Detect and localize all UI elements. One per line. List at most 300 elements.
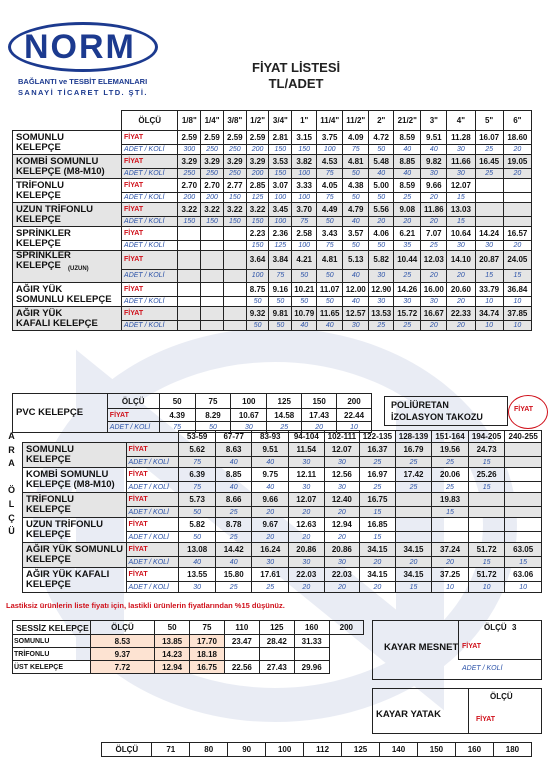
qty-cell: 20 [421, 217, 447, 227]
qty-cell: 20 [289, 582, 325, 593]
product-name-line1: KOMBİ SOMUNLU [16, 155, 99, 167]
sessiz-size: 75 [190, 621, 225, 635]
product-name-line1: UZUN TRİFONLU [26, 519, 104, 530]
product-name [23, 468, 127, 493]
price-cell: 9.81 [269, 307, 292, 321]
product-name [23, 493, 127, 518]
page-subtitle: TL/ADET [268, 76, 324, 91]
qty-cell: 40 [394, 145, 421, 155]
price-cell: 3.43 [317, 227, 343, 241]
price-cell: 16.57 [503, 227, 531, 241]
price-cell: 2.70 [178, 179, 201, 193]
pvc-name: PVC KELEPÇE [13, 394, 108, 433]
sessiz-price: 22.56 [224, 661, 259, 674]
size-header: 1/8" [178, 111, 201, 131]
kayar-mesnet-price-label: FİYAT [462, 643, 482, 650]
price-cell: 20.87 [475, 251, 503, 270]
price-cell: 5.00 [369, 179, 394, 193]
price-cell: 3.82 [292, 155, 317, 169]
price-cell: 37.85 [503, 307, 531, 321]
price-cell: 3.33 [292, 179, 317, 193]
product-name-line1: SPRİNKLER [16, 250, 71, 261]
qty-label: ADET / KOLİ [126, 507, 179, 518]
qty-cell: 200 [246, 169, 269, 179]
qty-cell: 125 [246, 193, 269, 203]
price-cell: 2.77 [223, 179, 246, 193]
price-cell: 34.15 [360, 543, 396, 557]
qty-cell [178, 321, 201, 331]
olcu-header: ÖLÇÜ [102, 743, 152, 757]
product-name-line2: KELEPÇE (M8-M10) [16, 165, 105, 177]
price-cell: 5.62 [179, 443, 216, 457]
qty-cell [223, 241, 246, 251]
product-name-line1: KOMBİ SOMUNLU [26, 469, 109, 480]
product-name-line1: SOMUNLU [16, 131, 65, 143]
product-name-line1: SOMUNLU [26, 444, 75, 455]
qty-cell [475, 217, 503, 227]
qty-cell: 150 [223, 217, 246, 227]
qty-cell: 75 [317, 169, 343, 179]
price-cell [223, 251, 246, 270]
qty-label: ADET / KOLİ [122, 217, 178, 227]
product-name [13, 155, 122, 179]
qty-cell: 150 [292, 145, 317, 155]
range-header: 122-135 [360, 431, 396, 443]
qty-cell: 150 [223, 193, 246, 203]
price-cell [475, 179, 503, 193]
price-cell: 5.13 [343, 251, 369, 270]
sessiz-price: 31.33 [294, 635, 329, 648]
qty-cell: 250 [223, 145, 246, 155]
qty-cell: 200 [246, 145, 269, 155]
price-cell: 9.08 [394, 203, 421, 217]
range-header: 128-139 [395, 431, 432, 443]
qty-cell: 25 [369, 321, 394, 331]
qty-cell: 25 [395, 482, 432, 493]
qty-cell [468, 507, 505, 518]
qty-cell: 150 [246, 217, 269, 227]
price-cell: 4.49 [317, 203, 343, 217]
size-header: 3" [421, 111, 447, 131]
price-cell: 14.26 [394, 283, 421, 297]
qty-cell: 50 [369, 145, 394, 155]
sessiz-price: 23.47 [224, 635, 259, 648]
kayar-mesnet-olcu-val: 3 [512, 623, 517, 632]
size-header: 1" [292, 111, 317, 131]
range-header: 102-111 [324, 431, 360, 443]
price-label: FİYAT [122, 283, 178, 297]
price-cell: 14.42 [215, 543, 252, 557]
price-cell: 12.94 [324, 518, 360, 532]
qty-cell: 50 [369, 241, 394, 251]
company-logo [8, 22, 168, 108]
price-cell: 9.16 [269, 283, 292, 297]
price-cell: 24.05 [503, 251, 531, 270]
qty-cell: 20 [360, 582, 396, 593]
bottom-size-row [12, 742, 532, 757]
product-name-line2: KELEPÇE [26, 554, 71, 565]
size-header: 1/4" [201, 111, 224, 131]
price-cell: 24.73 [468, 443, 505, 457]
sessiz-price: 7.72 [90, 661, 154, 674]
qty-cell: 20 [432, 557, 469, 568]
qty-cell [503, 217, 531, 227]
product-name [23, 543, 127, 568]
qty-cell [505, 457, 542, 468]
price-cell: 4.38 [343, 179, 369, 193]
qty-label: ADET / KOLİ [122, 269, 178, 282]
price-cell: 4.81 [317, 251, 343, 270]
sessiz-price: 17.70 [190, 635, 225, 648]
bottom-size: 160 [455, 743, 493, 757]
price-cell: 3.07 [269, 179, 292, 193]
sessiz-price [224, 648, 259, 661]
price-cell: 9.51 [421, 131, 447, 145]
qty-cell: 150 [246, 241, 269, 251]
product-name-line2: KELEPÇE [26, 529, 71, 540]
product-name-line2: KELEPÇE [16, 237, 61, 249]
price-cell: 37.25 [432, 568, 469, 582]
price-cell [395, 493, 432, 507]
range-header: 94-104 [289, 431, 325, 443]
price-cell [395, 518, 432, 532]
price-cell: 16.37 [360, 443, 396, 457]
qty-cell [395, 532, 432, 543]
price-cell: 16.79 [395, 443, 432, 457]
sessiz-price: 16.75 [190, 661, 225, 674]
sessiz-price: 13.85 [155, 635, 190, 648]
sessiz-size: 200 [329, 621, 363, 635]
price-cell: 12.40 [324, 493, 360, 507]
price-cell [201, 251, 224, 270]
price-cell: 12.56 [324, 468, 360, 482]
price-cell: 2.85 [246, 179, 269, 193]
pvc-size: 125 [267, 394, 302, 409]
qty-cell [223, 321, 246, 331]
price-cell [505, 518, 542, 532]
price-cell: 37.24 [432, 543, 469, 557]
kayar-yatak-name: KAYAR YATAK [376, 709, 441, 720]
price-cell: 16.97 [360, 468, 396, 482]
qty-cell: 25 [394, 321, 421, 331]
price-cell: 6.39 [179, 468, 216, 482]
qty-label: ADET / KOLİ [126, 532, 179, 543]
pvc-price: 4.39 [159, 409, 195, 422]
range-price-table [22, 430, 542, 593]
qty-cell: 30 [421, 297, 447, 307]
range-header: 53-59 [179, 431, 216, 443]
price-cell: 3.84 [269, 251, 292, 270]
product-name-line1: AĞIR YÜK SOMUNLU [26, 544, 123, 555]
qty-cell: 30 [252, 557, 289, 568]
price-cell: 5.73 [179, 493, 216, 507]
qty-cell: 100 [269, 217, 292, 227]
kayar-mesnet-olcu: ÖLÇÜ [484, 623, 507, 632]
price-label: FİYAT [126, 443, 179, 457]
product-name-line2: KELEPÇE [26, 454, 71, 465]
qty-cell: 10 [475, 321, 503, 331]
price-cell: 16.00 [421, 283, 447, 297]
qty-cell: 150 [269, 169, 292, 179]
pvc-size: 50 [159, 394, 195, 409]
qty-cell: 25 [475, 145, 503, 155]
sessiz-price: 28.42 [259, 635, 294, 648]
bottom-size: 71 [152, 743, 190, 757]
price-cell: 4.09 [343, 131, 369, 145]
product-name-line1: AĞIR YÜK [16, 307, 63, 319]
qty-cell: 15 [360, 532, 396, 543]
bottom-size: 100 [266, 743, 304, 757]
price-cell: 3.29 [223, 155, 246, 169]
price-cell: 51.72 [468, 543, 505, 557]
price-cell: 20.60 [447, 283, 475, 297]
sessiz-price [294, 648, 329, 661]
price-cell: 12.57 [343, 307, 369, 321]
product-name-line1: SPRİNKLER [16, 227, 71, 239]
qty-cell: 100 [292, 193, 317, 203]
qty-cell [505, 482, 542, 493]
price-cell: 9.32 [246, 307, 269, 321]
price-cell: 8.85 [394, 155, 421, 169]
price-cell: 2.59 [223, 131, 246, 145]
product-name-line2: KELEPÇE [16, 213, 61, 225]
ara-olcu-label: A R A Ö L Ç Ü [7, 431, 15, 537]
price-cell: 3.22 [178, 203, 201, 217]
qty-cell: 50 [317, 269, 343, 282]
qty-cell: 20 [447, 297, 475, 307]
price-cell: 11.54 [289, 443, 325, 457]
qty-cell: 50 [179, 507, 216, 518]
price-cell: 13.03 [447, 203, 475, 217]
qty-label: ADET / KOLİ [122, 145, 178, 155]
bottom-size: 180 [493, 743, 531, 757]
price-cell: 8.85 [215, 468, 252, 482]
price-cell [503, 203, 531, 217]
qty-cell: 40 [343, 217, 369, 227]
qty-cell: 75 [317, 193, 343, 203]
product-name [13, 283, 122, 307]
price-cell [178, 227, 201, 241]
price-cell [223, 283, 246, 297]
qty-cell: 25 [432, 457, 469, 468]
qty-cell: 30 [289, 457, 325, 468]
price-cell: 2.59 [201, 131, 224, 145]
price-cell: 3.53 [269, 155, 292, 169]
price-cell: 19.05 [503, 155, 531, 169]
qty-cell [201, 241, 224, 251]
qty-cell: 75 [179, 457, 216, 468]
qty-cell: 40 [343, 297, 369, 307]
price-cell: 22.03 [289, 568, 325, 582]
price-cell: 20.86 [289, 543, 325, 557]
qty-cell: 15 [468, 557, 505, 568]
price-cell: 5.82 [179, 518, 216, 532]
product-name-line1: TRİFONLU [26, 494, 75, 505]
qty-cell: 20 [252, 507, 289, 518]
bottom-size: 125 [342, 743, 380, 757]
price-cell: 12.11 [289, 468, 325, 482]
page-heading [252, 60, 340, 92]
sessiz-row-label: ÜST KELEPÇE [13, 661, 91, 674]
qty-cell: 25 [421, 241, 447, 251]
price-cell: 10.21 [292, 283, 317, 297]
price-cell: 12.00 [343, 283, 369, 297]
price-cell: 11.86 [421, 203, 447, 217]
price-cell [201, 283, 224, 297]
price-cell: 8.59 [394, 131, 421, 145]
qty-label: ADET / KOLİ [126, 582, 179, 593]
price-label: FİYAT [122, 203, 178, 217]
qty-label: ADET / KOLİ [122, 321, 178, 331]
sessiz-price: 12.94 [155, 661, 190, 674]
size-header: 2" [369, 111, 394, 131]
price-cell: 22.33 [447, 307, 475, 321]
size-header: 11/2" [343, 111, 369, 131]
qty-cell: 40 [394, 169, 421, 179]
qty-cell: 10 [432, 582, 469, 593]
qty-cell: 40 [215, 482, 252, 493]
qty-cell: 40 [343, 269, 369, 282]
price-cell: 2.81 [269, 131, 292, 145]
pvc-price: 14.58 [267, 409, 302, 422]
qty-cell: 10 [503, 321, 531, 331]
size-header: 11/4" [317, 111, 343, 131]
qty-cell [503, 193, 531, 203]
price-cell: 4.81 [343, 155, 369, 169]
price-cell: 12.07 [447, 179, 475, 193]
product-name-line2: KELEPÇE [16, 189, 61, 201]
sessiz-price: 18.18 [190, 648, 225, 661]
product-name [13, 227, 122, 251]
range-header: 194-205 [468, 431, 505, 443]
price-cell: 15.72 [394, 307, 421, 321]
pvc-size: 75 [195, 394, 231, 409]
qty-cell: 75 [269, 269, 292, 282]
price-cell: 4.06 [369, 227, 394, 241]
pvc-table [12, 393, 372, 433]
qty-cell: 15 [505, 557, 542, 568]
logo-line1: BAĞLANTI ve TESBİT ELEMANLARI [18, 77, 148, 86]
qty-cell [201, 269, 224, 282]
kayar-mesnet-qty-label: ADET / KOLİ [462, 665, 503, 672]
price-cell: 4.21 [292, 251, 317, 270]
price-cell: 16.67 [421, 307, 447, 321]
price-cell: 10.79 [292, 307, 317, 321]
qty-cell [505, 532, 542, 543]
price-cell [178, 283, 201, 297]
pvc-price: 17.43 [302, 409, 337, 422]
qty-cell [505, 507, 542, 518]
price-cell: 5.56 [369, 203, 394, 217]
product-name-line2: SOMUNLU KELEPÇE [16, 293, 112, 305]
size-header: 3/8" [223, 111, 246, 131]
price-cell: 3.64 [246, 251, 269, 270]
price-cell: 9.75 [252, 468, 289, 482]
qty-cell: 20 [503, 241, 531, 251]
price-label: FİYAT [126, 543, 179, 557]
qty-cell: 30 [447, 241, 475, 251]
price-cell: 34.15 [395, 568, 432, 582]
qty-cell: 30 [369, 269, 394, 282]
pvc-qty: 75 [159, 422, 195, 433]
price-cell: 12.07 [289, 493, 325, 507]
price-cell: 33.79 [475, 283, 503, 297]
price-cell: 8.63 [215, 443, 252, 457]
qty-cell: 20 [421, 321, 447, 331]
price-label: FİYAT [126, 518, 179, 532]
logo-line2: SANAYİ TİCARET LTD. ŞTİ. [18, 88, 148, 97]
qty-cell: 25 [395, 457, 432, 468]
qty-cell: 30 [421, 169, 447, 179]
price-cell: 2.59 [178, 131, 201, 145]
price-label: FİYAT [122, 307, 178, 321]
product-name-line1: UZUN TRİFONLU [16, 203, 94, 215]
price-cell: 13.53 [369, 307, 394, 321]
qty-cell: 15 [395, 582, 432, 593]
qty-cell: 150 [201, 217, 224, 227]
price-cell: 14.24 [475, 227, 503, 241]
qty-cell: 40 [215, 557, 252, 568]
qty-cell: 40 [252, 457, 289, 468]
product-name-suffix: (UZUN) [68, 266, 89, 272]
sessiz-price: 9.37 [90, 648, 154, 661]
qty-cell: 20 [503, 169, 531, 179]
qty-cell: 30 [324, 482, 360, 493]
price-cell: 3.70 [292, 203, 317, 217]
qty-cell: 30 [289, 482, 325, 493]
qty-cell [178, 241, 201, 251]
qty-cell: 25 [394, 193, 421, 203]
qty-label: ADET / KOLİ [122, 297, 178, 307]
price-cell: 11.28 [447, 131, 475, 145]
price-cell: 16.85 [360, 518, 396, 532]
qty-cell: 250 [178, 169, 201, 179]
qty-cell [223, 297, 246, 307]
price-cell: 3.15 [292, 131, 317, 145]
qty-cell [178, 297, 201, 307]
qty-cell: 30 [475, 241, 503, 251]
price-cell [475, 203, 503, 217]
price-cell: 63.06 [505, 568, 542, 582]
qty-cell: 30 [179, 582, 216, 593]
qty-cell: 40 [179, 557, 216, 568]
qty-cell: 40 [421, 145, 447, 155]
qty-cell: 50 [343, 193, 369, 203]
price-cell: 8.75 [246, 283, 269, 297]
qty-cell: 40 [292, 321, 317, 331]
price-cell: 3.22 [201, 203, 224, 217]
qty-cell: 40 [317, 321, 343, 331]
sessiz-table [12, 620, 364, 674]
qty-cell: 10 [468, 582, 505, 593]
qty-cell: 15 [432, 507, 469, 518]
olcu-header: ÖLÇÜ [107, 394, 159, 409]
price-cell: 6.21 [394, 227, 421, 241]
pvc-qty: 50 [195, 422, 231, 433]
qty-cell: 15 [475, 269, 503, 282]
price-cell: 4.79 [343, 203, 369, 217]
product-name-line1: TRİFONLU [16, 179, 65, 191]
qty-cell: 20 [421, 193, 447, 203]
qty-cell: 75 [179, 482, 216, 493]
qty-cell: 30 [447, 145, 475, 155]
price-cell: 9.51 [252, 443, 289, 457]
price-label: FİYAT [126, 493, 179, 507]
price-cell: 12.03 [421, 251, 447, 270]
qty-cell: 250 [223, 169, 246, 179]
qty-cell: 15 [360, 507, 396, 518]
price-cell [505, 443, 542, 457]
